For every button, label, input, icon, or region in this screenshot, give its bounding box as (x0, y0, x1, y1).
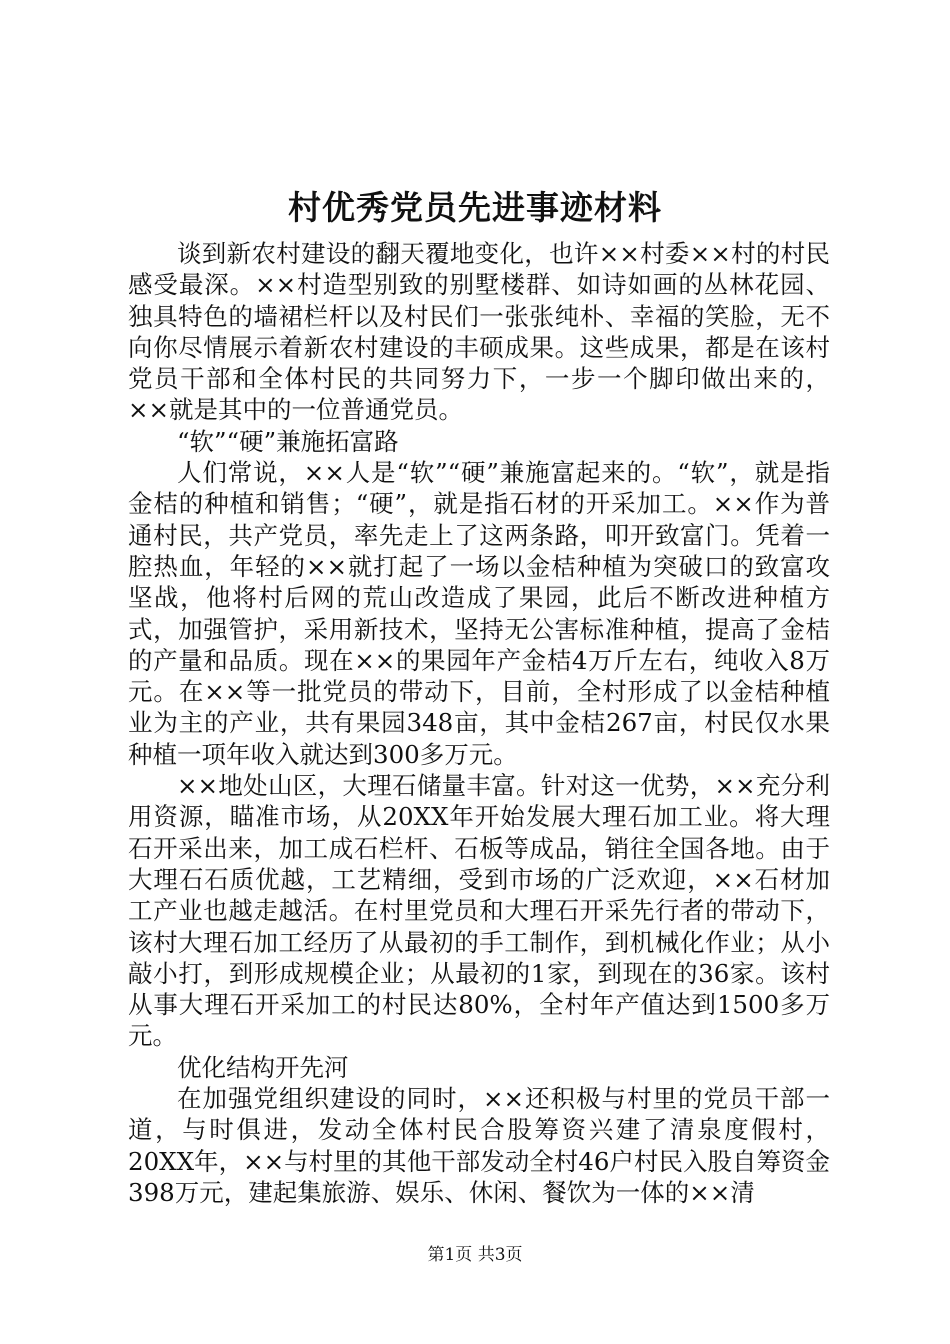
document-body (128, 238, 830, 1208)
paragraph-resort: 在加强党组织建设的同时，××还积极与村里的党员干部一道，与时俱进，发动全体村民合股筹资兴建了清泉度假村，20XX年，××与村里的其他干部发动全村46户村民入股自筹资金398万元，建起集旅游、娱乐、休闲、餐饮为一体的××清 (128, 1084, 830, 1207)
paragraph-kumquat: 人们常说，××人是“软”“硬”兼施富起来的。“软”，就是指金桔的种植和销售；“硬”，就是指石材的开采加工。××作为普通村民，共产党员，率先走上了这两条路，叩开致富门。凭着一腔热血，年轻的××就打起了一场以金桔种植为突破口的致富攻坚战，他将村后网的荒山改造成了果园，此后不断改进种植方式，加强管护，采用新技术，坚持无公害标准种植，提高了金桔的产量和品质。现在××的果园年产金桔4万斤左右，纯收入8万元。在××等一批党员的带动下，目前，全村形成了以金桔种植业为主的产业，共有果园348亩，其中金桔267亩，村民仅水果种植一项年收入就达到300多万元。 (128, 458, 830, 769)
paragraph-marble: ××地处山区，大理石储量丰富。针对这一优势，××充分利用资源，瞄准市场，从20XX年开始发展大理石加工业。将大理石开采出来，加工成石栏杆、石板等成品，销往全国各地。由于大理石石质优越，工艺精细，受到市场的广泛欢迎，××石材加工产业也越走越活。在村里党员和大理石开采先行者的带动下，该村大理石加工经历了从最初的手工制作，到机械化作业；从小敲小打，到形成规模企业；从最初的1家，到现在的36家。该村从事大理石开采加工的村民达80%，全村年产值达到1500多万元。 (128, 771, 830, 1051)
section-heading-soft-hard: “软”“硬”兼施拓富路 (177, 426, 399, 456)
section-heading-structure: 优化结构开先河 (177, 1052, 349, 1082)
paragraph-intro: 谈到新农村建设的翻天覆地变化，也许××村委××村的村民感受最深。××村造型别致的别墅楼群、如诗如画的丛林花园、独具特色的墙裙栏杆以及村民们一张张纯朴、幸福的笑脸，无不向你尽情展示着新农村建设的丰硕成果。这些成果，都是在该村党员干部和全体村民的共同努力下，一步一个脚印做出来的，××就是其中的一位普通党员。 (128, 239, 830, 425)
page-number: 第1页 共3页 (427, 1245, 523, 1265)
document-title: 村优秀党员先进事迹材料 (288, 188, 662, 227)
